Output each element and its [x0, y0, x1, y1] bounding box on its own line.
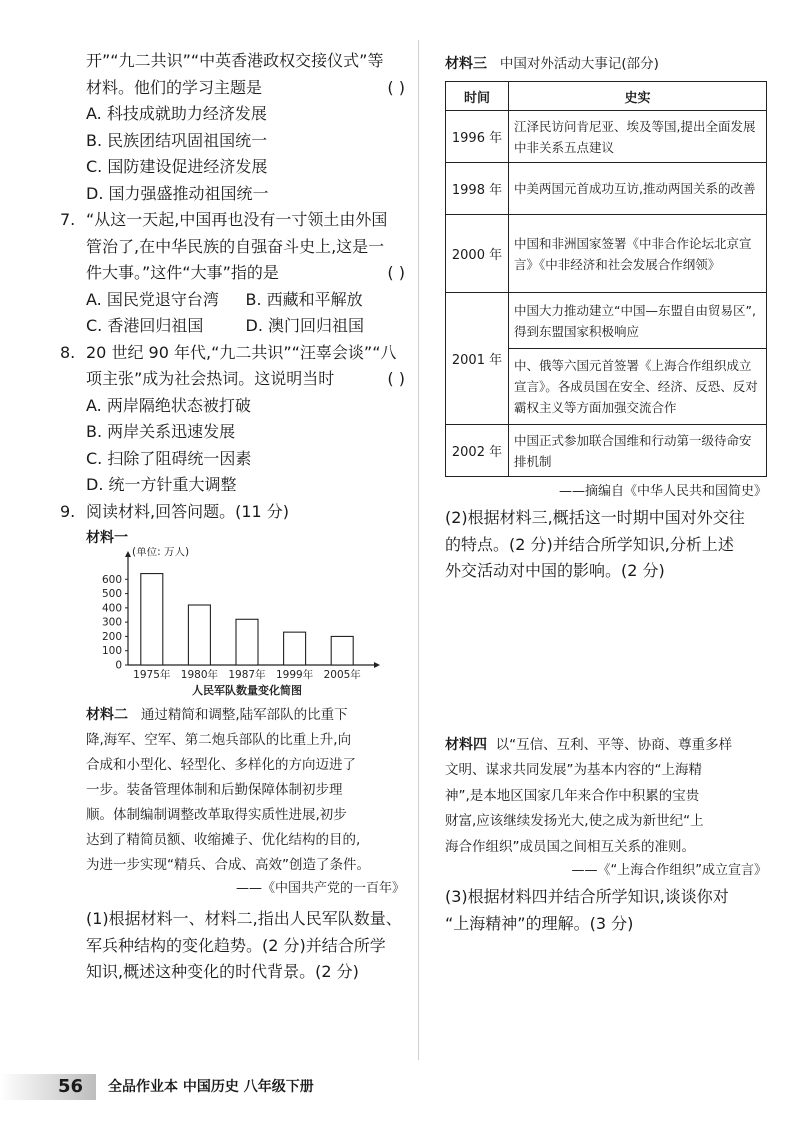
sub2-line-3: 外交活动对中国的影响。(2 分)	[445, 561, 665, 580]
q9-prompt: 阅读材料,回答问题。(11 分)	[86, 501, 290, 521]
table-row	[446, 215, 767, 293]
row-event: 中国正式参加联合国维和行动第一级待命安排机制	[509, 425, 767, 477]
q8-option-d: D. 统一方针重大调整	[86, 475, 237, 494]
y-tick-label: 500	[101, 588, 122, 601]
material-4-line-1: 以“互信、互利、平等、协商、尊重多样	[495, 736, 733, 753]
q6-option-a: A. 科技成就助力经济发展	[86, 104, 267, 123]
material-3-source: ——摘编自《中华人民共和国简史》	[558, 484, 767, 499]
row-year: 2000 年	[446, 215, 509, 293]
material-1-title: 材料一	[86, 530, 128, 546]
question-9	[60, 499, 405, 986]
x-tick-label: 1987年	[228, 669, 266, 681]
q7-line-3	[60, 260, 405, 287]
material-2-line-6: 达到了精简员额、收缩摊子、优化结构的目的,	[86, 832, 361, 848]
q9-number: 9.	[60, 501, 76, 521]
sub1-line-2: 军兵种结构的变化趋势。(2 分)并结合所学	[86, 935, 386, 955]
page-number: 56	[58, 1076, 84, 1097]
question-7	[60, 207, 405, 340]
material-4-line-2: 文明、谋求共同发展”为基本内容的“上海精	[445, 762, 702, 778]
chart-title: 人民军队数量变化简图	[192, 684, 302, 697]
row-event: 中国和非洲国家签署《中非合作论坛北京宣言》《中非经济和社会发展合作纲领》	[509, 215, 767, 293]
q8-option-b: B. 两岸关系迅速发展	[86, 422, 236, 441]
row-event: 中美两国元首成功互访,推动两国关系的改善	[509, 163, 767, 215]
sub2-line-2: 的特点。(2 分)并结合所学知识,分析上述	[445, 534, 734, 554]
left-column	[60, 48, 405, 986]
book-title: 全品作业本 中国历史 八年级下册	[108, 1079, 314, 1095]
q7-line-1: “从这一天起,中国再也没有一寸领土由外国	[86, 210, 388, 229]
x-tick-label: 1999年	[275, 669, 314, 681]
q6-answer-bracket[interactable]: ( )	[387, 77, 405, 97]
sub-question-1	[60, 906, 405, 986]
q6-option-c: C. 国防建设促进经济发展	[86, 157, 268, 176]
material-2-line-2: 降,海军、空军、第二炮兵部队的比重上升,向	[86, 732, 352, 748]
row-event: 中国大力推动建立“中国—东盟自由贸易区”,得到东盟国家积极响应	[509, 293, 767, 349]
right-column	[445, 52, 767, 937]
row-year: 1998 年	[446, 163, 509, 215]
q8-line-2	[60, 366, 405, 393]
q7-option-d: D. 澳门回归祖国	[245, 316, 364, 335]
q6-option-d: D. 国力强盛推动祖国统一	[86, 183, 269, 203]
row-year: 2002 年	[446, 425, 509, 477]
material-2	[60, 703, 405, 900]
table-row	[446, 293, 767, 349]
q8-line-2-text: 项主张”成为社会热词。这说明当时	[86, 369, 335, 388]
q7-number: 7.	[60, 210, 76, 229]
material-2-line-5: 顺。体制编制调整改革取得实质性进展,初步	[86, 807, 347, 823]
row-event: 中、俄等六国元首签署《上海合作组织成立宣言》。各成员国在安全、经济、反恐、反对霸权主义等方面加强交流合作	[509, 349, 767, 425]
bar-2005年	[331, 636, 353, 665]
chart-unit-label: (单位: 万人)	[132, 547, 190, 558]
material-4	[445, 733, 767, 883]
material-3-title: 中国对外活动大事记(部分)	[499, 56, 659, 72]
events-table	[445, 81, 767, 477]
material-4-source: ——《“上海合作组织”成立宣言》	[571, 863, 767, 878]
sub3-line-2: “上海精神”的理解。(3 分)	[445, 913, 634, 933]
page-footer	[0, 1072, 800, 1104]
q7-option-c: C. 香港回归祖国	[86, 316, 204, 335]
material-2-line-7: 为进一步实现“精兵、合成、高效”创造了条件。	[86, 857, 370, 873]
q6-line-2-text: 材料。他们的学习主题是	[86, 77, 263, 97]
material-2-line-4: 一步。装备管理体制和后勤保障体制初步理	[86, 782, 343, 798]
y-tick-label: 400	[101, 602, 122, 615]
row-year: 1996 年	[446, 111, 509, 163]
q7-option-b: B. 西藏和平解放	[245, 289, 363, 309]
q8-line-1: 20 世纪 90 年代,“九二共识”“汪辜会谈”“八	[86, 342, 397, 362]
sub1-line-3: 知识,概述这种变化的时代背景。(2 分)	[86, 962, 359, 981]
table-row	[446, 111, 767, 163]
column-divider	[418, 40, 419, 1060]
y-tick-label: 200	[101, 630, 122, 643]
y-axis-arrow	[125, 551, 131, 557]
material-4-line-4: 财富,应该继续发扬光大,使之成为新世纪“上	[445, 813, 704, 829]
q6-option-b: B. 民族团结巩固祖国统一	[86, 130, 268, 150]
q7-option-a: A. 国民党退守台湾	[86, 289, 219, 309]
sub3-line-1: (3)根据材料四并结合所学知识,谈谈你对	[445, 887, 729, 906]
q7-line-2: 管治了,在中华民族的自强奋斗史上,这是一	[86, 236, 385, 256]
table-row	[446, 163, 767, 215]
row-event: 江泽民访问肯尼亚、埃及等国,提出全面发展中非关系五点建议	[509, 111, 767, 163]
material-4-label: 材料四	[445, 736, 487, 753]
material-2-line-3: 合成和小型化、轻型化、多样化的方向迈进了	[86, 757, 356, 773]
material-2-source: ——《中国共产党的一百年》	[235, 881, 405, 896]
y-tick-label: 100	[101, 645, 122, 658]
q7-options-row-2	[60, 313, 405, 340]
q6-line-2	[60, 75, 405, 102]
x-tick-label: 1980年	[180, 669, 219, 681]
material-4-line-5: 海合作组织”成员国之间相互关系的准则。	[445, 838, 695, 855]
q6-line-1: 开”“九二共识”“中英香港政权交接仪式”等	[86, 51, 384, 70]
sub2-line-1: (2)根据材料三,概括这一时期中国对外交往	[445, 508, 745, 527]
events-table-header	[446, 82, 767, 111]
row-year: 2001 年	[446, 293, 509, 425]
material-2-line-1: 通过精简和调整,陆军部队的比重下	[140, 707, 348, 723]
q7-line-3-text: 件大事。”这件“大事”指的是	[86, 263, 279, 282]
bar-1987年	[236, 619, 258, 665]
sub-question-2	[445, 505, 767, 585]
bar-1980年	[188, 605, 210, 665]
material-2-label: 材料二	[86, 707, 128, 723]
x-axis-arrow	[374, 662, 380, 668]
q8-number: 8.	[60, 342, 76, 362]
sub-question-3	[445, 884, 767, 937]
army-size-chart	[86, 547, 386, 697]
y-tick-label: 300	[101, 616, 122, 629]
bar-1975年	[141, 574, 163, 665]
header-events: 史实	[509, 82, 767, 111]
y-tick-label: 600	[101, 573, 122, 586]
x-tick-label: 2005年	[323, 669, 361, 681]
material-3-heading	[445, 52, 767, 73]
q8-answer-bracket[interactable]: ( )	[387, 369, 405, 388]
q8-option-c: C. 扫除了阻碍统一因素	[86, 448, 252, 468]
y-tick-label: 0	[115, 659, 122, 672]
q7-answer-bracket[interactable]: ( )	[387, 263, 405, 282]
x-tick-label: 1975年	[133, 669, 171, 681]
q8-option-a: A. 两岸隔绝状态被打破	[86, 395, 251, 415]
header-time: 时间	[446, 82, 509, 111]
question-6	[60, 48, 405, 207]
table-row	[446, 425, 767, 477]
bar-1999年	[284, 632, 306, 665]
army-size-chart-svg	[86, 547, 386, 697]
question-8	[60, 340, 405, 499]
material-4-line-3: 神”,是本地区国家几年来合作中积累的宝贵	[445, 787, 700, 804]
material-3-label: 材料三	[445, 56, 487, 72]
sub1-line-1: (1)根据材料一、材料二,指出人民军队数量、	[86, 909, 402, 928]
q7-options-row-1	[60, 287, 405, 314]
